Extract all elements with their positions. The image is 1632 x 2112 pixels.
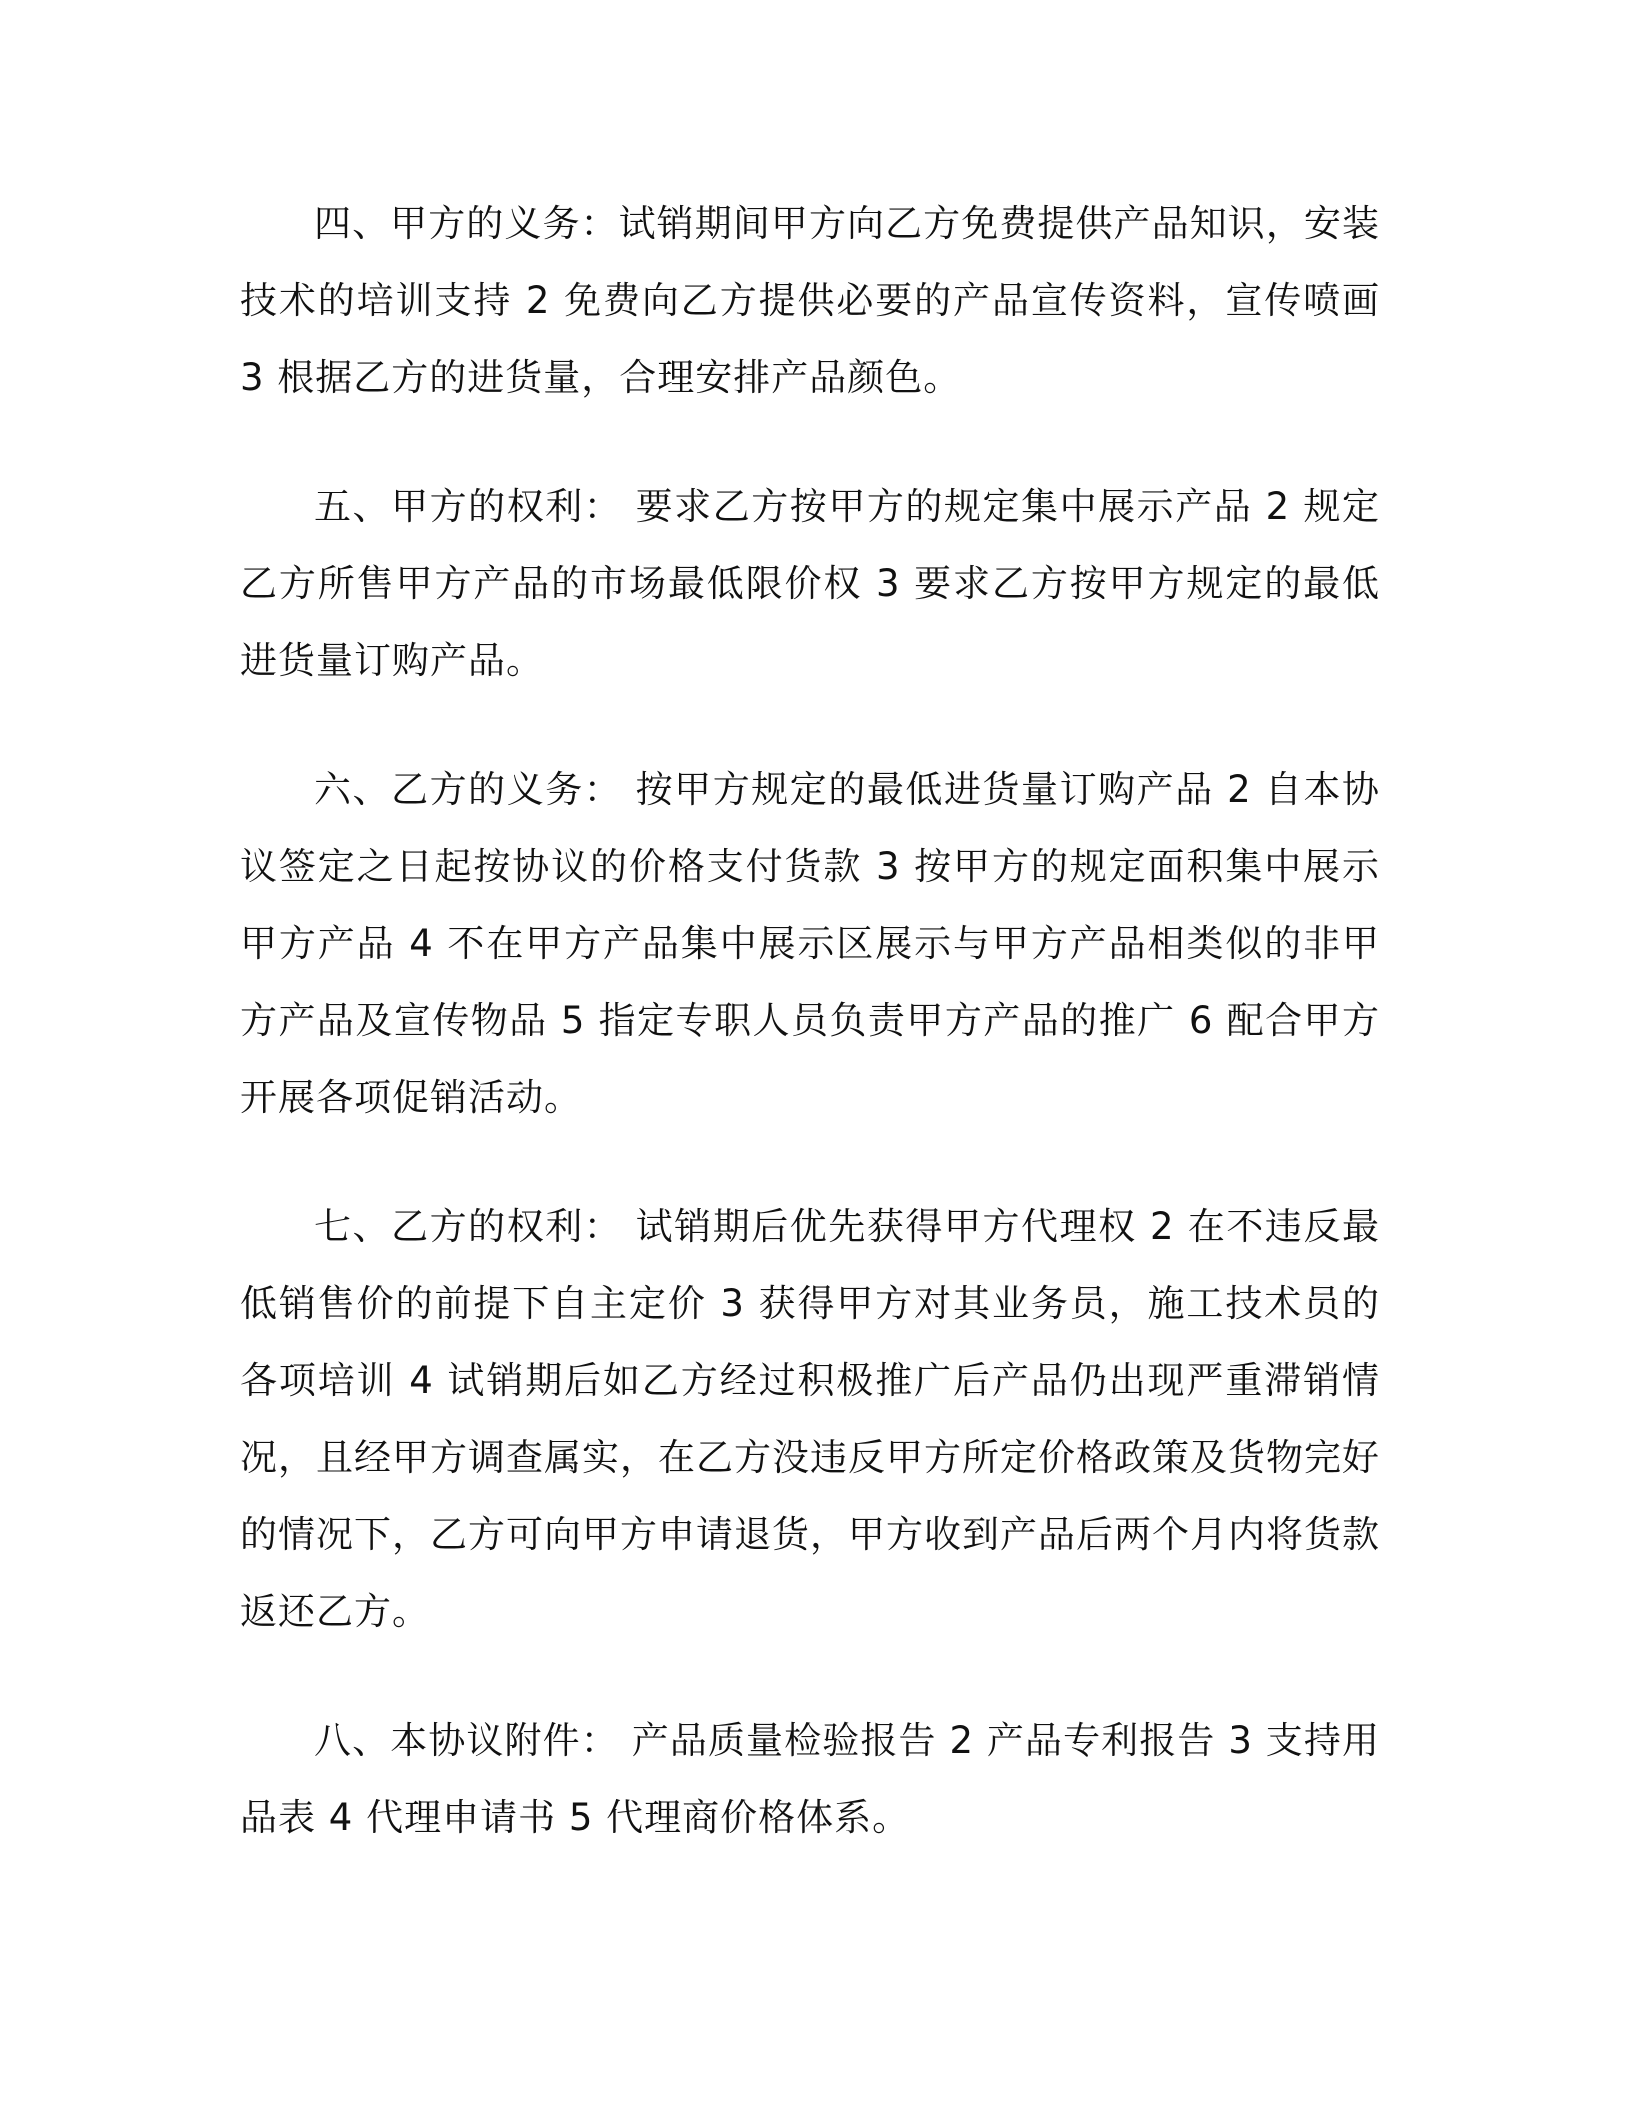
document-page bbox=[240, 185, 1380, 1908]
paragraph-party-a-obligations: 四、甲方的义务：试销期间甲方向乙方免费提供产品知识，安装技术的培训支持 2 免费向乙方提供必要的产品宣传资料，宣传喷画 3 根据乙方的进货量，合理安排产品颜色。 bbox=[240, 202, 1380, 399]
paragraph-party-b-obligations: 六、乙方的义务： 按甲方规定的最低进货量订购产品 2 自本协议签定之日起按协议的价格支付货款 3 按甲方的规定面积集中展示甲方产品 4 不在甲方产品集中展示区展示与甲方产品相类似的非甲方产品及宣传物品 5 指定专职人员负责甲方产品的推广 6 配合甲方开展各项促销活动。 bbox=[240, 768, 1380, 1119]
paragraph-party-b-rights: 七、乙方的权利： 试销期后优先获得甲方代理权 2 在不违反最低销售价的前提下自主定价 3 获得甲方对其业务员，施工技术员的各项培训 4 试销期后如乙方经过积极推广后产品仍出现严重滞销情况，且经甲方调查属实，在乙方没违反甲方所定价格政策及货物完好的情况下，乙方可向甲方申请退货，甲方收到产品后两个月内将货款返还乙方。 bbox=[240, 1205, 1380, 1633]
paragraph-party-a-rights: 五、甲方的权利： 要求乙方按甲方的规定集中展示产品 2 规定乙方所售甲方产品的市场最低限价权 3 要求乙方按甲方规定的最低进货量订购产品。 bbox=[240, 485, 1380, 682]
paragraph-attachments: 八、本协议附件： 产品质量检验报告 2 产品专利报告 3 支持用品表 4 代理申请书 5 代理商价格体系。 bbox=[240, 1719, 1380, 1839]
